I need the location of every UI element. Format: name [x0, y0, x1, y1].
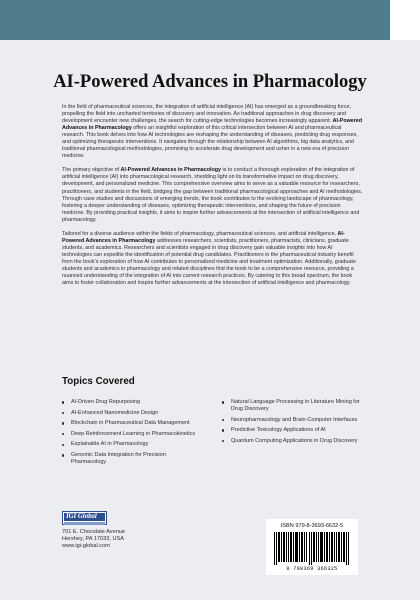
p1-book-title-bold: AI-Powered Advances in Pharmacology: [62, 118, 363, 132]
topic-item: Natural Language Processing in Literature Mining for Drug Discovery: [222, 399, 362, 413]
p2-book-title-bold: AI-Powered Advances in Pharmacology: [120, 167, 221, 174]
address-street: 701 E. Chocolate Avenue: [62, 529, 126, 535]
p3-text-a: Tailored for a diverse audience within the fields of pharmacology, pharmaceutical sciences, and artificial intelligence,: [62, 230, 338, 237]
p2-text-a: The primary objective of: [62, 167, 121, 174]
publisher-logo-stripe: [64, 522, 105, 525]
address-city: Hershey, PA 17033, USA: [62, 536, 124, 543]
topic-item: Genomic Data Integration for Precision Pharmacology: [62, 452, 202, 466]
topics-list-right: [222, 399, 362, 448]
description-paragraph-1: [62, 104, 364, 160]
barcode-bars: [272, 532, 352, 565]
topic-item: AI-Driven Drug Repurposing: [62, 399, 202, 406]
topic-item: Blockchain in Pharmaceutical Data Management: [62, 420, 202, 427]
topics-list-left: [62, 399, 202, 470]
publisher-website: www.igi-global.com: [62, 543, 110, 550]
p1-text-a: In the field of pharmaceutical sciences, the integration of artificial intelligence (AI) has emerged as a groundbreaking force, propelling the field into uncharted territories of discovery and innovation. As traditional approaches in drug discovery and development encounter new challenges, the search for cutting-edge technologies becomes increasingly apparent.: [62, 104, 352, 125]
topics-heading: Topics Covered: [62, 376, 135, 387]
topic-item: Predictive Toxicology Applications of AI: [222, 427, 362, 434]
p3-book-title-bold: AI-Powered Advances in Pharmacology: [62, 230, 345, 244]
publisher-logo-text: IGI Global: [64, 513, 105, 521]
topic-item: Deep Reinforcement Learning in Pharmacokinetics: [62, 431, 202, 438]
top-band-white-notch: [390, 0, 420, 40]
topic-item: Neuropharmacology and Brain-Computer Interfaces: [222, 417, 362, 424]
isbn-label: ISBN 979-8-3693-6632-5: [280, 523, 344, 529]
description-paragraph-3: [62, 231, 364, 287]
p3-text-b: addresses researchers, scientists, practitioners, pharmacists, clinicians, graduate students, and academics. Researchers and scientists engaged in drug discovery gain valuable insights into how AI technologies can expedite the identification of potential drug candidates. Practitioners in the pharmaceutical industry benefit from the book's exploration of how AI contributes to personalized medicine and treatment optimization. Additionally, graduate students and academics in pharmacology and related disciplines find the book to be a comprehensive resource, providing a nuanced understanding of the integration of AI into current research practices. By catering to this broad spectrum, the book aims to foster collaboration and inspire further advancements at the intersection of artificial intelligence and pharmacology.: [62, 237, 356, 287]
top-color-band: [0, 0, 420, 40]
p1-text-b: offers an insightful exploration of this critical intersection between AI and pharmaceutical research. This book delves into how AI technologies are reshaping the understanding of diseases, predicting drug responses, and optimizing therapeutic interventions. It navigates through the relationship between AI algorithms, big data analytics, and traditional pharmacological methodologies, promising to accelerate drug development and usher in a new era of precision medicine.: [62, 125, 358, 160]
topic-item: AI-Enhanced Nanomedicine Design: [62, 410, 202, 417]
publisher-logo: [62, 511, 107, 525]
description-paragraph-2: [62, 167, 364, 223]
book-title: AI-Powered Advances in Pharmacology: [53, 72, 367, 92]
book-description: [62, 104, 364, 294]
p2-text-b: is to conduct a thorough exploration of the integration of artificial intelligence (AI) into pharmacological research, shedding light on its transformative impact on drug discovery, development, and personalized medicine. This comprehensive overview aims to serve as a valuable resource for researchers, practitioners, and students in the field, bridging the gap between traditional pharmacological approaches and AI methodologies. Through case studies and discussions of emerging trends, the book contributes to the evolving landscape of pharmacology, fostering a deeper understanding of diseases, optimizing therapeutic interventions, and shaping the future of precision medicine. By providing practical insights, it aims to inspire further advancements at the intersection of artificial intelligence and pharmacology.: [62, 167, 363, 223]
barcode-digits: 9 798369 366325: [286, 566, 338, 572]
isbn-barcode-box: [266, 519, 358, 575]
topic-item: Explainable AI in Pharmacology: [62, 441, 202, 448]
topic-item: Quantum Computing Applications in Drug Discovery: [222, 438, 362, 445]
publisher-address: [62, 529, 125, 551]
